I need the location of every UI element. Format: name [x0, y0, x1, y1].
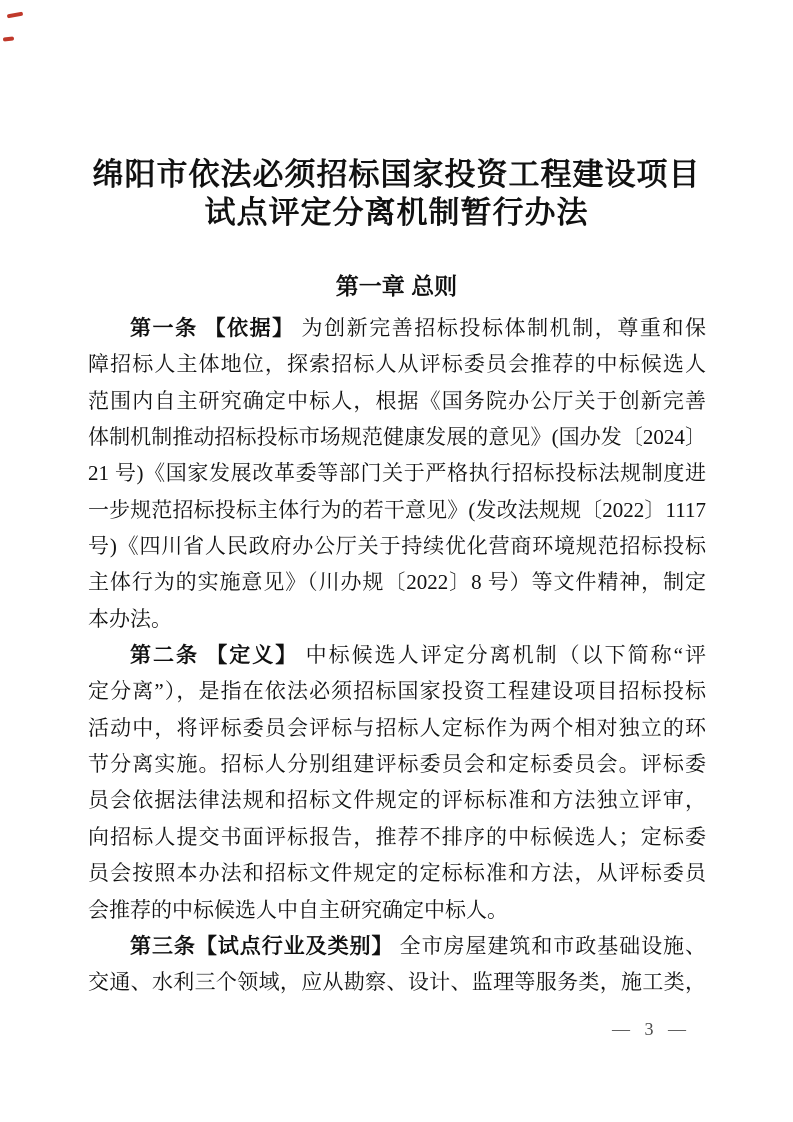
body-line-text: 向招标人提交书面评标报告，推荐不排序的中标候选人；定标委 [88, 824, 706, 849]
body-line [88, 928, 706, 964]
body-line [88, 855, 706, 891]
body-line [88, 383, 706, 419]
red-pen-mark [3, 36, 14, 41]
body-line [88, 782, 706, 818]
body-line-text: 主体行为的实施意见》（川办规〔2022〕8 号）等文件精神，制定 [88, 570, 706, 595]
article-label: 第二条 【定义】 [130, 643, 299, 668]
body-line [88, 455, 706, 491]
body-line-text: 活动中，将评标委员会评标与招标人定标作为两个相对独立的环 [88, 715, 706, 740]
body-line [88, 819, 706, 855]
body-line-text: 号)《四川省人民政府办公厅关于持续优化营商环境规范招标投标 [88, 534, 706, 559]
document-title [0, 156, 793, 232]
body-line [88, 310, 706, 346]
red-pen-mark [7, 12, 23, 19]
body-line-text: 定分离”），是指在依法必须招标国家投资工程建设项目招标投标 [88, 679, 706, 704]
article-label: 第三条【试点行业及类别】 [130, 933, 394, 958]
chapter-heading: 第一章 总则 [335, 273, 458, 299]
document-body [88, 310, 706, 1001]
body-line-text: 全市房屋建筑和市政基础设施、 [393, 933, 707, 958]
body-line [88, 710, 706, 746]
body-line-text: 障招标人主体地位，探索招标人从评标委员会推荐的中标候选人 [88, 352, 706, 377]
article-label: 第一条 【依据】 [130, 316, 295, 340]
body-line-text: 员会按照本办法和招标文件规定的定标标准和方法，从评标委员 [88, 861, 706, 886]
body-line [88, 419, 706, 455]
body-line-text: 交通、水利三个领域，应从勘察、设计、监理等服务类，施工类， [88, 970, 706, 995]
body-line-text: 本办法。 [88, 606, 172, 631]
body-line-text: 节分离实施。招标人分别组建评标委员会和定标委员会。评标委 [88, 752, 706, 777]
body-line-text: 体制机制推动招标投标市场规范健康发展的意见》(国办发〔2024〕 [88, 425, 706, 450]
body-line [88, 346, 706, 382]
body-line-text: 会推荐的中标候选人中自主研究确定中标人。 [88, 897, 508, 922]
body-line-text: 为创新完善招标投标体制机制，尊重和保 [294, 316, 707, 340]
body-line [88, 964, 706, 1000]
body-line [88, 637, 706, 673]
body-line [88, 892, 706, 928]
body-line [88, 673, 706, 709]
document-title-line2: 试点评定分离机制暂行办法 [204, 195, 589, 230]
body-line-text: 一步规范招标投标主体行为的若干意见》(发改法规规〔2022〕1117 [88, 497, 706, 522]
body-line-text: 员会依据法律法规和招标文件规定的评标标准和方法独立评审， [88, 788, 706, 813]
body-line-text: 范围内自主研究确定中标人，根据《国务院办公厅关于创新完善 [88, 388, 706, 413]
body-line [88, 746, 706, 782]
body-line-text: 中标候选人评定分离机制（以下简称“评 [298, 643, 707, 668]
body-line [88, 601, 706, 637]
page-number: — 3 — [612, 1019, 691, 1039]
body-line [88, 492, 706, 528]
body-line [88, 564, 706, 600]
body-line-text: 21 号)《国家发展改革委等部门关于严格执行招标投标法规制度进 [88, 461, 706, 486]
body-line [88, 528, 706, 564]
document-title-line1: 绵阳市依法必须招标国家投资工程建设项目 [92, 157, 701, 192]
